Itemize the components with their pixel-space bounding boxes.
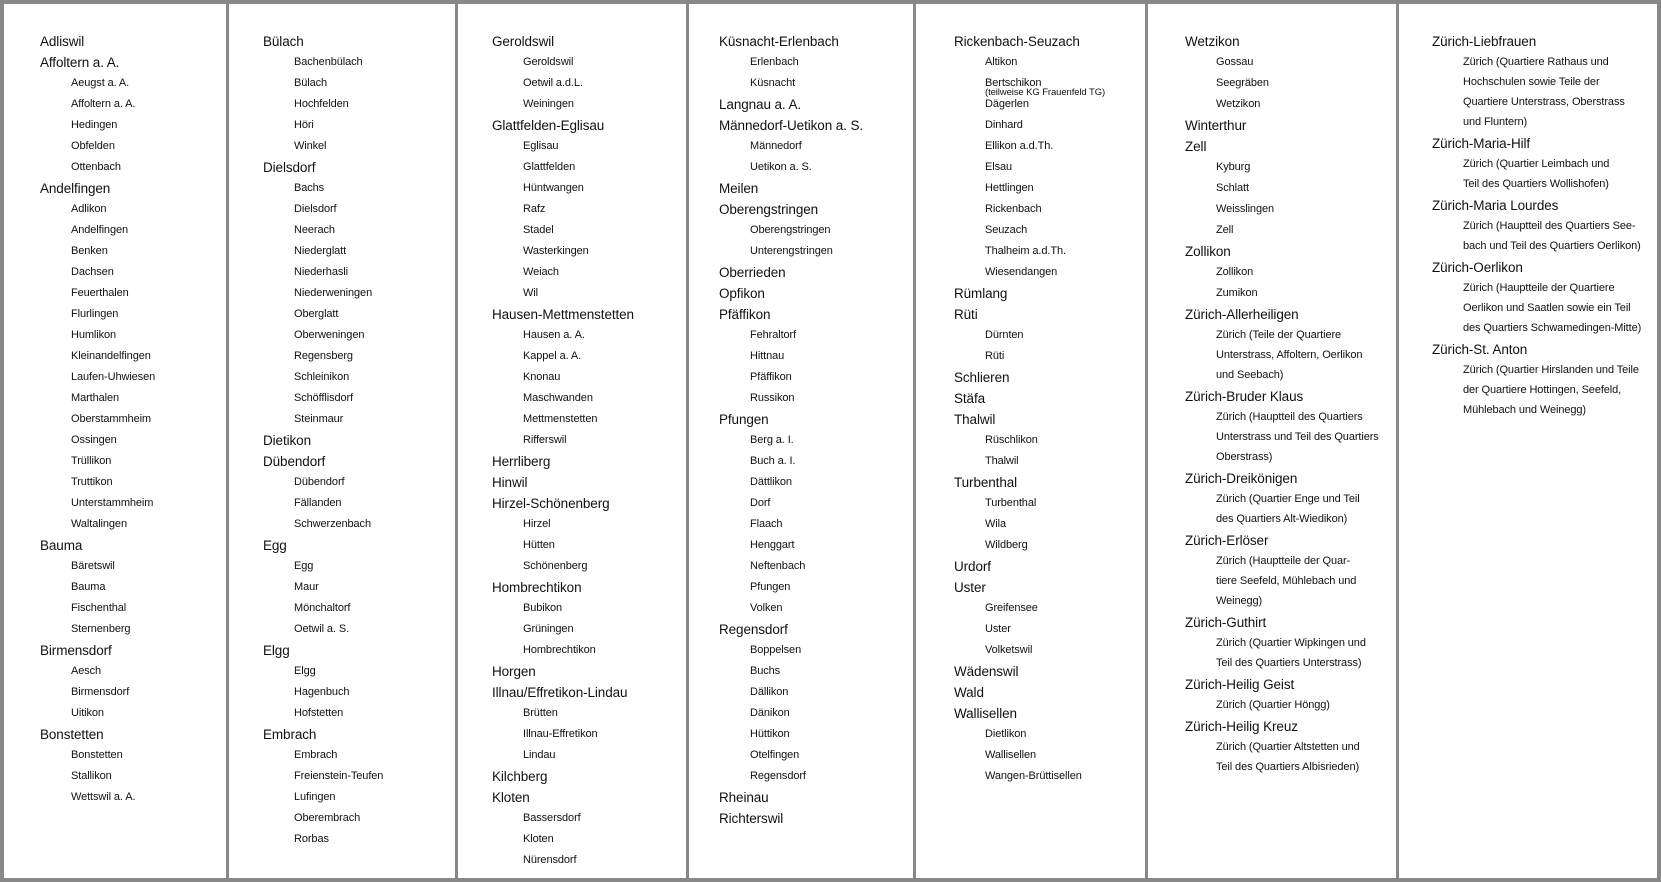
municipality-item: Rüti [985,350,1005,362]
municipality-item: Gossau [1216,56,1254,68]
municipality-item: Regensdorf [750,770,806,782]
column-list [954,31,1105,787]
description-line: Zürich (Hauptteil des Quartiers [1216,411,1363,423]
parish-heading: Zürich-Guthirt [1185,615,1267,630]
municipality-item: Niederglatt [294,245,347,257]
municipality-item: Bauma [71,581,106,593]
parish-heading: Zürich-Oerlikon [1432,260,1523,275]
municipality-item: Oberengstringen [750,224,831,236]
municipality-item: Benken [71,245,108,257]
municipality-item: Kyburg [1216,161,1251,173]
municipality-item: Ellikon a.d.Th. [985,140,1054,152]
description-line: Zürich (Quartier Enge und Teil [1216,493,1360,505]
parish-heading: Regensdorf [719,622,788,637]
municipality-item: Volken [750,602,783,614]
municipality-item: Buchs [750,665,781,677]
municipality-item: Thalheim a.d.Th. [985,245,1066,257]
municipality-item: Hofstetten [294,707,344,719]
description-line: Hochschulen sowie Teile der [1463,76,1600,88]
municipality-item: Kloten [523,833,554,845]
municipality-item: Wasterkingen [523,245,589,257]
parish-heading: Zell [1185,139,1207,154]
municipality-item: Berg a. I. [750,434,794,446]
parish-description [1185,737,1379,778]
parish-heading: Dielsdorf [263,160,316,175]
municipality-item: Dürnten [985,329,1024,341]
municipality-item: Dänikon [750,707,790,719]
municipality-item: Schlatt [1216,182,1249,194]
municipality-item: Henggart [750,539,795,551]
municipality-item: Weiningen [523,98,574,110]
municipality-item: Zumikon [1216,287,1258,299]
parish-heading: Langnau a. A. [719,97,802,112]
municipality-item: Waltalingen [71,518,127,530]
municipality-item: Aesch [71,665,102,677]
column-4 [689,4,913,878]
municipality-item: Brütten [523,707,558,719]
municipality-item: Humlikon [71,329,117,341]
municipality-item: Mönchaltorf [294,602,351,614]
parish-heading: Stäfa [954,391,986,406]
parish-heading: Hinwil [492,475,528,490]
municipality-item: Oetwil a. S. [294,623,350,635]
municipality-item: Höri [294,119,314,131]
municipality-item: Fischenthal [71,602,127,614]
municipality-item: Elgg [294,665,316,677]
municipality-item: Bonstetten [71,749,123,761]
municipality-item: Regensberg [294,350,353,362]
municipality-item: Hütten [523,539,555,551]
column-3 [458,4,686,878]
municipality-item: Dättlikon [750,476,792,488]
municipality-item: Rorbas [294,833,329,845]
municipality-item: Oberweningen [294,329,365,341]
municipality-item: Dielsdorf [294,203,337,215]
parish-description [1185,551,1379,612]
municipality-item: Seegräben [1216,77,1269,89]
description-line: des Quartiers Schwamedingen-Mitte) [1463,322,1642,334]
municipality-item: Wettswil a. A. [71,791,136,803]
parish-heading: Egg [263,538,287,553]
parish-heading: Winterthur [1185,118,1247,133]
municipality-item: Erlenbach [750,56,799,68]
municipality-item: Stadel [523,224,554,236]
parish-description [1185,695,1379,716]
municipality-item: Russikon [750,392,795,404]
municipality-item: Bubikon [523,602,563,614]
municipality-item: Ossingen [71,434,117,446]
municipality-item: Lindau [523,749,556,761]
municipality-item: Maschwanden [523,392,593,404]
municipality-item: Kleinandelfingen [71,350,151,362]
municipality-item: Steinmaur [294,413,344,425]
municipality-item: Schwerzenbach [294,518,371,530]
description-line: Mühlebach und Weinegg) [1463,404,1586,416]
municipality-item: Fehraltorf [750,329,797,341]
parish-heading: Hausen-Mettmenstetten [492,307,634,322]
description-line: Oberstrass) [1216,451,1273,463]
municipality-name: Bertschikon [985,77,1042,89]
parish-heading: Bauma [40,538,83,553]
parish-heading: Thalwil [954,412,996,427]
parish-heading: Zürich-Dreikönigen [1185,471,1298,486]
municipality-item: Greifensee [985,602,1038,614]
parish-heading: Rheinau [719,790,769,805]
description-line: Zürich (Hauptteil des Quartiers See- [1463,220,1636,232]
municipality-item: Männedorf [750,140,802,152]
municipality-item: Ottenbach [71,161,121,173]
municipality-item: Hirzel [523,518,551,530]
description-line: Oerlikon und Saatlen sowie ein Teil [1463,302,1631,314]
municipality-item: Oberstammheim [71,413,151,425]
parish-heading: Birmensdorf [40,643,112,658]
parish-heading: Wädenswil [954,664,1019,679]
municipality-item: Rifferswil [523,434,567,446]
municipality-item: Bäretswil [71,560,115,572]
parish-heading: Herrliberg [492,454,551,469]
municipality-item: Küsnacht [750,77,796,89]
municipality-item: Trüllikon [71,455,112,467]
municipality-item: Wallisellen [985,749,1037,761]
column-list [1185,31,1379,778]
municipality-item: Unterstammheim [71,497,154,509]
municipality-item: Boppelsen [750,644,802,656]
municipality-item: Volketswil [985,644,1033,656]
parish-description [1432,52,1641,133]
parish-heading: Illnau/Effretikon-Lindau [492,685,628,700]
parish-heading: Turbenthal [954,475,1018,490]
parish-description [1432,154,1641,195]
description-line: der Quartiere Hottingen, Seefeld, [1463,384,1622,396]
municipality-item: Kappel a. A. [523,350,582,362]
municipality-item: Bülach [294,77,328,89]
column-list [1432,31,1641,421]
municipality-item: Bassersdorf [523,812,581,824]
parish-heading: Urdorf [954,559,991,574]
municipality-item: Dällikon [750,686,789,698]
description-line: Teil des Quartiers Wollishofen) [1463,178,1609,190]
parish-heading: Rickenbach-Seuzach [954,34,1080,49]
parish-heading: Zürich-Erlöser [1185,533,1269,548]
municipality-item: Schöfflisdorf [294,392,354,404]
municipality-item: Rickenbach [985,203,1042,215]
parish-description [1432,360,1641,421]
municipality-item: Hagenbuch [294,686,350,698]
column-6 [1148,4,1396,878]
municipality-item: Rafz [523,203,546,215]
municipality-item: Oberglatt [294,308,339,320]
parish-description [1185,633,1379,674]
municipality-item: Hedingen [71,119,118,131]
municipality-item: Neerach [294,224,335,236]
parish-heading: Zürich-Maria Lourdes [1432,198,1559,213]
municipality-item: Niederweningen [294,287,373,299]
description-line: tiere Seefeld, Mühlebach und [1216,575,1357,587]
municipality-item: Marthalen [71,392,120,404]
municipality-item: Nürensdorf [523,854,577,866]
municipality-item: Geroldswil [523,56,574,68]
parish-heading: Horgen [492,664,536,679]
parish-description [1432,278,1641,339]
parish-heading: Zürich-Bruder Klaus [1185,389,1304,404]
parish-heading: Opfikon [719,286,765,301]
municipality-item: Wil [523,287,538,299]
municipality-item: Hittnau [750,350,785,362]
description-line: Zürich (Quartiere Rathaus und [1463,56,1609,68]
parish-heading: Wallisellen [954,706,1017,721]
parish-heading: Pfungen [719,412,769,427]
parish-heading: Zürich-Allerheiligen [1185,307,1299,322]
municipality-item: Pfäffikon [750,371,792,383]
parish-heading: Adliswil [40,34,85,49]
parish-description [1185,489,1379,530]
municipality-item: Affoltern a. A. [71,98,136,110]
municipality-item: Hettlingen [985,182,1034,194]
municipality-item: Uitikon [71,707,104,719]
description-line: Unterstrass und Teil des Quartiers [1216,431,1379,443]
description-line: Unterstrass, Affoltern, Oerlikon [1216,349,1363,361]
parish-heading: Oberrieden [719,265,786,280]
municipality-item: Uetikon a. S. [750,161,812,173]
municipality-item: Egg [294,560,314,572]
column-list [40,31,155,808]
column-1 [4,4,226,878]
municipality-item: Hochfelden [294,98,349,110]
municipality-item [954,73,1106,98]
parish-description [1185,325,1379,386]
municipality-item: Pfungen [750,581,791,593]
description-line: Weinegg) [1216,595,1263,607]
municipality-item: Stallikon [71,770,112,782]
municipality-item: Elsau [985,161,1013,173]
municipality-item: Dorf [750,497,771,509]
parish-heading: Andelfingen [40,181,111,196]
municipality-item: Fällanden [294,497,342,509]
municipality-item: Uster [985,623,1011,635]
municipality-item: Winkel [294,140,327,152]
municipality-item: Dietlikon [985,728,1027,740]
description-line: Zürich (Hauptteile der Quartiere [1463,282,1615,294]
municipality-item: Altikon [985,56,1018,68]
column-5 [916,4,1145,878]
municipality-item: Neftenbach [750,560,806,572]
municipality-item: Sternenberg [71,623,131,635]
parish-heading: Dietikon [263,433,311,448]
parish-heading: Bonstetten [40,727,104,742]
municipality-item: Truttikon [71,476,113,488]
municipality-item: Oetwil a.d.L. [523,77,583,89]
parish-heading: Rüti [954,307,978,322]
parish-heading: Affoltern a. A. [40,55,120,70]
municipality-item: Embrach [294,749,338,761]
column-7 [1399,4,1657,878]
municipality-item: Andelfingen [71,224,129,236]
municipality-item: Weisslingen [1216,203,1275,215]
parish-heading: Küsnacht-Erlenbach [719,34,839,49]
municipality-item: Birmensdorf [71,686,130,698]
municipality-item: Dachsen [71,266,114,278]
parish-heading: Glattfelden-Eglisau [492,118,605,133]
municipality-item: Dägerlen [985,98,1029,110]
municipality-item: Niederhasli [294,266,348,278]
description-line: Zürich (Quartier Hirslanden und Teile [1463,364,1639,376]
municipality-item: Lufingen [294,791,336,803]
parish-heading: Pfäffikon [719,307,771,322]
column-list [263,31,383,850]
municipality-item: Glattfelden [523,161,576,173]
municipality-item: Hombrechtikon [523,644,596,656]
parish-heading: Oberengstringen [719,202,819,217]
description-line: und Fluntern) [1463,116,1528,128]
municipality-item: Grüningen [523,623,574,635]
municipality-item: Feuerthalen [71,287,129,299]
municipality-item: Wetzikon [1216,98,1261,110]
municipality-item: Bachs [294,182,325,194]
parish-heading: Zürich-St. Anton [1432,342,1528,357]
parish-heading: Embrach [263,727,317,742]
municipality-note: (teilweise KG Frauenfeld TG) [985,87,1106,98]
parish-heading: Männedorf-Uetikon a. S. [719,118,864,133]
parish-heading: Hirzel-Schönenberg [492,496,610,511]
municipality-item: Zollikon [1216,266,1254,278]
description-line: Zürich (Quartier Wipkingen und [1216,637,1366,649]
parish-heading: Uster [954,580,986,595]
parish-heading: Schlieren [954,370,1010,385]
municipality-item: Mettmenstetten [523,413,598,425]
municipality-item: Hausen a. A. [523,329,585,341]
municipality-item: Bachenbülach [294,56,363,68]
municipality-item: Hüttikon [750,728,790,740]
description-line: des Quartiers Alt-Wiedikon) [1216,513,1348,525]
municipality-item: Otelfingen [750,749,800,761]
parish-heading: Elgg [263,643,290,658]
parish-heading: Kloten [492,790,530,805]
municipality-item: Hüntwangen [523,182,584,194]
municipality-item: Schönenberg [523,560,588,572]
parish-heading: Rümlang [954,286,1008,301]
parish-heading: Richterswil [719,811,784,826]
description-line: und Seebach) [1216,369,1284,381]
municipality-item: Wangen-Brüttisellen [985,770,1082,782]
parish-heading: Geroldswil [492,34,555,49]
municipality-item: Eglisau [523,140,559,152]
municipality-item: Unterengstringen [750,245,833,257]
municipality-item: Turbenthal [985,497,1037,509]
parish-heading: Dübendorf [263,454,326,469]
description-line: Quartiere Unterstrass, Oberstrass [1463,96,1625,108]
municipality-item: Wiesendangen [985,266,1058,278]
municipality-item: Flurlingen [71,308,119,320]
municipality-item: Aeugst a. A. [71,77,130,89]
parish-heading: Zürich-Liebfrauen [1432,34,1537,49]
description-line: Zürich (Quartier Höngg) [1216,699,1330,711]
municipality-item: Maur [294,581,319,593]
municipality-item: Knonau [523,371,561,383]
municipality-item: Wildberg [985,539,1028,551]
municipality-item: Laufen-Uhwiesen [71,371,156,383]
parish-description [1432,216,1641,257]
municipality-item: Thalwil [985,455,1019,467]
parish-description [1185,407,1379,468]
municipality-item: Adlikon [71,203,107,215]
parish-heading: Bülach [263,34,304,49]
municipality-item: Oberembrach [294,812,361,824]
description-line: Teil des Quartiers Unterstrass) [1216,657,1362,669]
municipality-item: Zell [1216,224,1234,236]
description-line: bach und Teil des Quartiers Oerlikon) [1463,240,1641,252]
column-2 [229,4,455,878]
municipality-item: Freienstein-Teufen [294,770,384,782]
municipality-item: Schleinikon [294,371,350,383]
parish-heading: Meilen [719,181,759,196]
parish-heading: Zürich-Heilig Kreuz [1185,719,1298,734]
parish-heading: Zollikon [1185,244,1231,259]
description-line: Zürich (Quartier Altstetten und [1216,741,1360,753]
parish-heading: Zürich-Maria-Hilf [1432,136,1531,151]
municipality-item: Flaach [750,518,783,530]
municipality-item: Buch a. I. [750,455,796,467]
municipality-item: Dinhard [985,119,1023,131]
description-line: Zürich (Quartier Leimbach und [1463,158,1610,170]
parish-heading: Wetzikon [1185,34,1240,49]
description-line: Zürich (Teile der Quartiere [1216,329,1342,341]
municipality-item: Dübendorf [294,476,345,488]
municipality-item: Rüschlikon [985,434,1038,446]
parish-heading: Wald [954,685,984,700]
description-line: Teil des Quartiers Albisrieden) [1216,761,1360,773]
column-list [719,31,863,829]
parish-heading: Hombrechtikon [492,580,582,595]
municipality-item: Wila [985,518,1006,530]
municipality-item: Illnau-Effretikon [523,728,598,740]
municipality-item: Weiach [523,266,559,278]
parish-heading: Zürich-Heilig Geist [1185,677,1295,692]
municipality-item: Obfelden [71,140,115,152]
municipality-item: Seuzach [985,224,1028,236]
description-line: Zürich (Hauptteile der Quar- [1216,555,1351,567]
column-list [492,31,634,871]
parish-heading: Kilchberg [492,769,548,784]
